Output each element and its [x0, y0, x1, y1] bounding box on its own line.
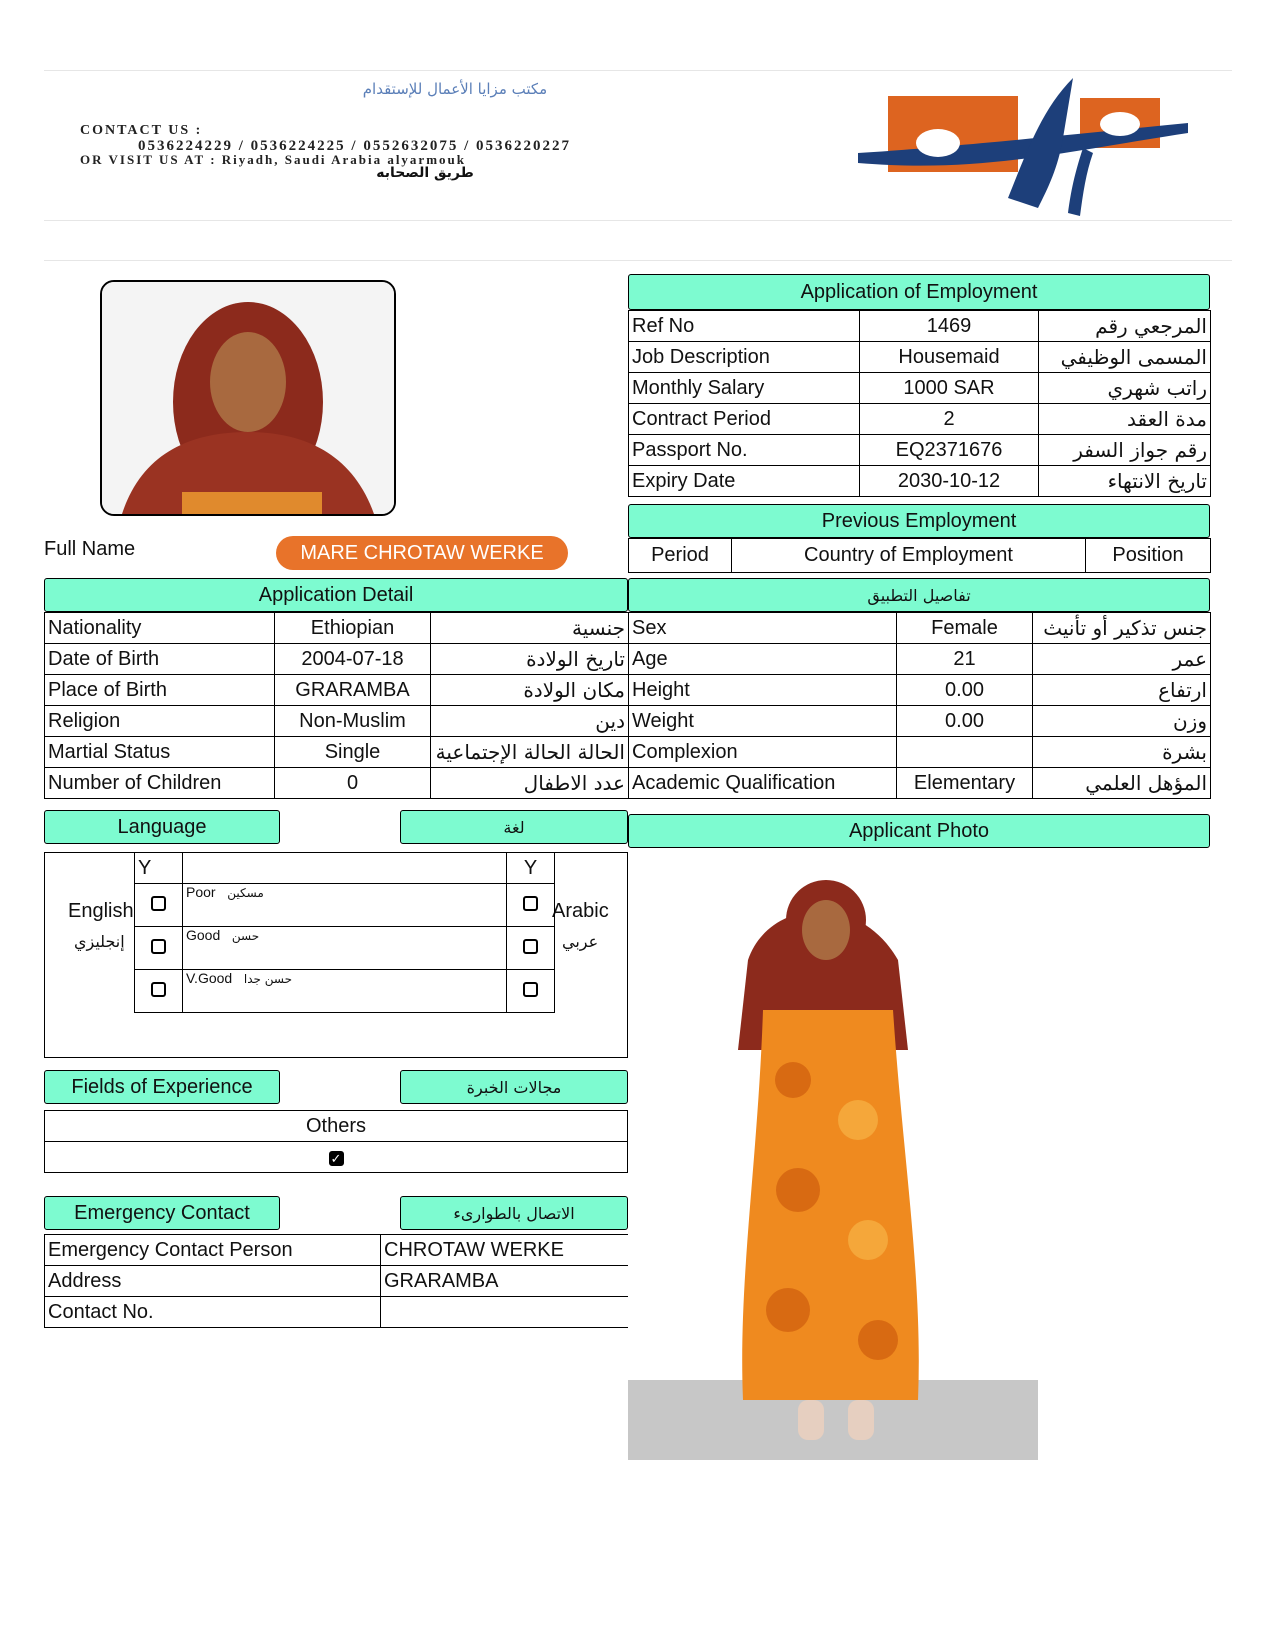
job-description-value: Housemaid [860, 342, 1039, 373]
level-vgood [183, 970, 507, 1013]
table-row [45, 706, 629, 737]
level-header [183, 853, 507, 884]
nationality-value: Ethiopian [275, 613, 431, 644]
level-vgood-ar: حسن جدا [243, 972, 292, 986]
previous-employment-title: Previous Employment [628, 504, 1210, 538]
dob-value: 2004-07-18 [275, 644, 431, 675]
dob-ar: تاريخ الولادة [431, 644, 629, 675]
level-poor-en: Poor [186, 884, 216, 900]
arabic-good-checkbox[interactable] [523, 939, 538, 954]
level-good [183, 927, 507, 970]
emergency-contact-label: Contact No. [45, 1297, 381, 1328]
header-divider-mid [44, 220, 1232, 221]
emergency-title: Emergency Contact [44, 1196, 280, 1230]
weight-ar: وزن [1033, 706, 1211, 737]
header-divider-top [44, 70, 1232, 71]
header-arabic-title: مكتب مزايا الأعمال للإستقدام [362, 80, 548, 98]
ref-no-ar: المرجعي رقم [1039, 311, 1211, 342]
table-header-row [135, 853, 555, 884]
marital-status-value: Single [275, 737, 431, 768]
table-row [629, 675, 1211, 706]
religion-value: Non-Muslim [275, 706, 431, 737]
applicant-photo-title: Applicant Photo [628, 814, 1210, 848]
monthly-salary-label: Monthly Salary [629, 373, 860, 404]
experience-title: Fields of Experience [44, 1070, 280, 1104]
contract-period-label: Contract Period [629, 404, 860, 435]
table-row [45, 1297, 629, 1328]
experience-table [44, 1110, 628, 1173]
english-vgood-checkbox[interactable] [151, 982, 166, 997]
full-name-value: MARE CHROTAW WERKE [276, 536, 568, 570]
experience-title-ar: مجالات الخبرة [400, 1070, 628, 1104]
english-vgood-cell [135, 970, 183, 1013]
sex-ar: جنس تذكير أو تأنيث [1033, 613, 1211, 644]
complexion-label: Complexion [629, 737, 897, 768]
nationality-label: Nationality [45, 613, 275, 644]
contract-period-ar: مدة العقد [1039, 404, 1211, 435]
emergency-address-label: Address [45, 1266, 381, 1297]
table-row [45, 1235, 629, 1266]
dob-label: Date of Birth [45, 644, 275, 675]
company-logo [858, 78, 1208, 218]
applicant-full-photo [628, 860, 1038, 1460]
emergency-table [44, 1234, 629, 1328]
level-good-ar: حسن [231, 929, 260, 943]
english-label: English [68, 900, 134, 922]
passport-no-ar: رقم جواز السفر [1039, 435, 1211, 466]
period-header: Period [629, 539, 732, 573]
application-detail-ar-title: تفاصيل التطبيق [628, 578, 1210, 612]
height-ar: ارتفاع [1033, 675, 1211, 706]
table-row [629, 768, 1211, 799]
headshot-illustration [102, 282, 394, 514]
height-value: 0.00 [897, 675, 1033, 706]
expiry-date-value: 2030-10-12 [860, 466, 1039, 497]
monthly-salary-ar: راتب شهري [1039, 373, 1211, 404]
language-table [134, 852, 555, 1013]
table-row [629, 373, 1211, 404]
employment-table [628, 310, 1211, 497]
english-good-cell [135, 927, 183, 970]
experience-others: Others [45, 1111, 628, 1142]
logo-white-oval-right [1100, 112, 1140, 136]
table-row [45, 1142, 628, 1173]
level-good-en: Good [186, 927, 221, 943]
contact-phones: 0536224229 / 0536224225 / 0552632075 / 0536220227 [138, 138, 572, 154]
arabic-good-cell [507, 927, 555, 970]
full-name-label: Full Name [44, 538, 136, 560]
age-label: Age [629, 644, 897, 675]
visit-address: OR VISIT US AT : Riyadh, Saudi Arabia alyarmouk [80, 152, 466, 167]
table-row [45, 644, 629, 675]
table-row [629, 404, 1211, 435]
table-row [135, 927, 555, 970]
ref-no-value: 1469 [860, 311, 1039, 342]
country-header: Country of Employment [732, 539, 1086, 573]
table-row [629, 435, 1211, 466]
arabic-label: Arabic [552, 900, 609, 922]
emergency-person-value: CHROTAW WERKE [381, 1235, 629, 1266]
job-description-label: Job Description [629, 342, 860, 373]
language-title-ar: لغة [400, 810, 628, 844]
experience-others-checkbox[interactable]: ✓ [329, 1151, 344, 1166]
level-poor [183, 884, 507, 927]
emergency-title-ar: الاتصال بالطوارىء [400, 1196, 628, 1230]
height-label: Height [629, 675, 897, 706]
qualification-value: Elementary [897, 768, 1033, 799]
table-row [45, 1111, 628, 1142]
table-row [629, 613, 1211, 644]
table-row [45, 613, 629, 644]
previous-employment-table [628, 538, 1211, 573]
arabic-label-ar: عربي [562, 932, 599, 951]
pob-label: Place of Birth [45, 675, 275, 706]
language-title: Language [44, 810, 280, 844]
children-value: 0 [275, 768, 431, 799]
contact-label: CONTACT US : [80, 123, 203, 138]
contract-period-value: 2 [860, 404, 1039, 435]
position-header: Position [1086, 539, 1211, 573]
arabic-vgood-checkbox[interactable] [523, 982, 538, 997]
arabic-y-header: Y [507, 853, 555, 884]
monthly-salary-value: 1000 SAR [860, 373, 1039, 404]
table-row [45, 1266, 629, 1297]
religion-ar: دين [431, 706, 629, 737]
application-detail-title: Application Detail [44, 578, 628, 612]
table-row [45, 737, 629, 768]
passport-no-label: Passport No. [629, 435, 860, 466]
arabic-street: طريق الصحابه [376, 165, 474, 181]
qualification-ar: المؤهل العلمي [1033, 768, 1211, 799]
header-divider-bottom [44, 260, 1232, 261]
table-row [135, 970, 555, 1013]
emergency-address-value: GRARAMBA [381, 1266, 629, 1297]
age-value: 21 [897, 644, 1033, 675]
children-label: Number of Children [45, 768, 275, 799]
table-row [629, 644, 1211, 675]
level-poor-ar: مسكين [227, 886, 264, 900]
emergency-person-label: Emergency Contact Person [45, 1235, 381, 1266]
weight-value: 0.00 [897, 706, 1033, 737]
table-row [45, 675, 629, 706]
marital-status-label: Martial Status [45, 737, 275, 768]
english-y-header: Y [135, 853, 183, 884]
english-poor-checkbox[interactable] [151, 896, 166, 911]
english-poor-cell [135, 884, 183, 927]
arabic-vgood-cell [507, 970, 555, 1013]
pob-ar: مكان الولادة [431, 675, 629, 706]
level-vgood-en: V.Good [186, 970, 233, 986]
religion-label: Religion [45, 706, 275, 737]
applicant-headshot [100, 280, 396, 516]
complexion-value [897, 737, 1033, 768]
pob-value: GRARAMBA [275, 675, 431, 706]
application-detail-ar-table [628, 612, 1211, 799]
arabic-poor-checkbox[interactable] [523, 896, 538, 911]
table-row [629, 706, 1211, 737]
complexion-ar: بشرة [1033, 737, 1211, 768]
table-row [629, 466, 1211, 497]
emergency-contact-value [381, 1297, 629, 1328]
passport-no-value: EQ2371676 [860, 435, 1039, 466]
arabic-poor-cell [507, 884, 555, 927]
full-photo-illustration [628, 860, 1038, 1460]
english-good-checkbox[interactable] [151, 939, 166, 954]
experience-others-check-cell [45, 1142, 628, 1173]
application-detail-table [44, 612, 629, 799]
sex-label: Sex [629, 613, 897, 644]
job-description-ar: المسمى الوظيفي [1039, 342, 1211, 373]
table-header-row [629, 539, 1211, 573]
table-row [629, 311, 1211, 342]
english-label-ar: إنجليزي [74, 932, 125, 951]
ref-no-label: Ref No [629, 311, 860, 342]
table-row [135, 884, 555, 927]
nationality-ar: جنسية [431, 613, 629, 644]
children-ar: عدد الاطفال [431, 768, 629, 799]
employment-title: Application of Employment [628, 274, 1210, 310]
logo-white-oval-left [916, 129, 960, 157]
age-ar: عمر [1033, 644, 1211, 675]
table-row [45, 768, 629, 799]
weight-label: Weight [629, 706, 897, 737]
sex-value: Female [897, 613, 1033, 644]
qualification-label: Academic Qualification [629, 768, 897, 799]
table-row [629, 342, 1211, 373]
expiry-date-ar: تاريخ الانتهاء [1039, 466, 1211, 497]
marital-status-ar: الحالة الحالة الإجتماعية [431, 737, 629, 768]
expiry-date-label: Expiry Date [629, 466, 860, 497]
table-row [629, 737, 1211, 768]
